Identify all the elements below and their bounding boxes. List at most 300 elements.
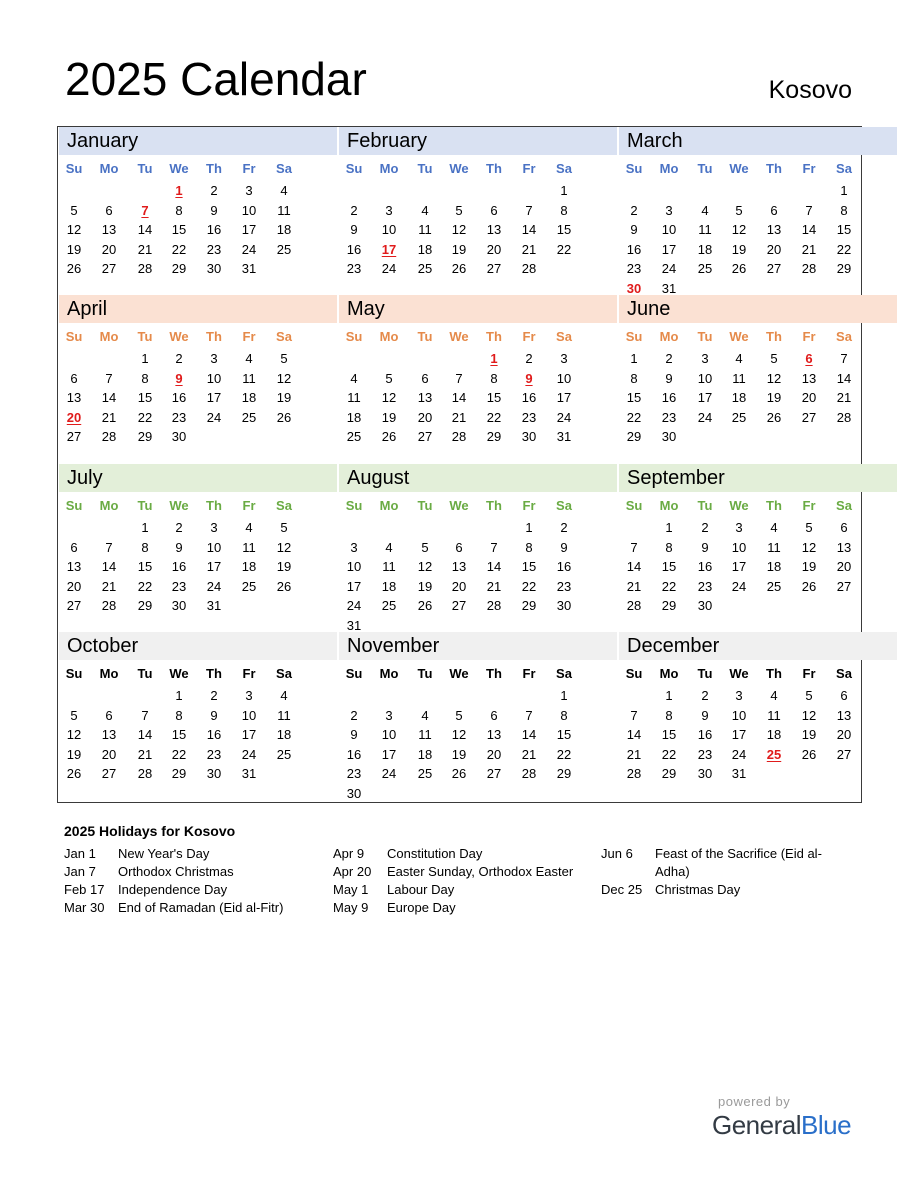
calendar-day[interactable]: 21 <box>626 578 642 594</box>
calendar-day[interactable]: 13 <box>801 370 817 386</box>
calendar-day[interactable]: 31 <box>731 766 747 781</box>
calendar-day[interactable]: 28 <box>801 261 817 276</box>
calendar-day[interactable]: 5 <box>770 351 778 366</box>
calendar-day[interactable]: 3 <box>701 351 709 366</box>
calendar-day[interactable]: 26 <box>801 746 817 762</box>
calendar-day[interactable]: 5 <box>280 520 288 535</box>
calendar-day[interactable]: 27 <box>451 598 467 613</box>
calendar-day[interactable]: 21 <box>626 746 642 762</box>
calendar-day[interactable]: 28 <box>521 766 537 781</box>
calendar-day[interactable]: 21 <box>451 409 467 425</box>
holiday-date[interactable]: 20 <box>66 409 82 425</box>
calendar-day[interactable]: 25 <box>276 241 292 257</box>
calendar-day[interactable]: 26 <box>66 766 82 781</box>
calendar-day[interactable]: 10 <box>697 370 713 386</box>
calendar-day[interactable]: 26 <box>417 598 433 613</box>
calendar-day[interactable]: 19 <box>801 727 817 742</box>
calendar-day[interactable]: 12 <box>381 390 397 405</box>
calendar-day[interactable]: 8 <box>141 539 149 555</box>
calendar-day[interactable]: 7 <box>490 539 498 555</box>
calendar-day[interactable]: 30 <box>661 429 677 444</box>
calendar-day[interactable]: 11 <box>277 707 291 723</box>
calendar-day[interactable]: 15 <box>137 390 153 405</box>
calendar-day[interactable]: 2 <box>210 183 218 198</box>
calendar-day[interactable]: 20 <box>801 390 817 405</box>
calendar-day[interactable]: 20 <box>836 727 852 742</box>
calendar-day[interactable]: 26 <box>451 261 467 276</box>
calendar-day[interactable]: 4 <box>770 688 778 703</box>
calendar-day[interactable]: 14 <box>801 222 817 237</box>
calendar-day[interactable]: 6 <box>490 202 498 218</box>
calendar-day[interactable]: 28 <box>451 429 467 444</box>
calendar-day[interactable]: 22 <box>171 241 187 257</box>
calendar-day[interactable]: 7 <box>805 202 813 218</box>
calendar-day[interactable]: 8 <box>665 707 673 723</box>
holiday-date[interactable]: 7 <box>141 202 149 218</box>
calendar-day[interactable]: 17 <box>731 559 747 574</box>
calendar-day[interactable]: 10 <box>381 727 397 742</box>
calendar-day[interactable]: 20 <box>836 559 852 574</box>
calendar-day[interactable]: 14 <box>836 370 852 386</box>
calendar-day[interactable]: 11 <box>277 202 291 218</box>
calendar-day[interactable]: 5 <box>385 370 393 386</box>
calendar-day[interactable]: 23 <box>556 578 572 594</box>
calendar-day[interactable]: 21 <box>521 241 537 257</box>
calendar-day[interactable]: 27 <box>101 766 117 781</box>
calendar-day[interactable]: 4 <box>280 688 288 703</box>
calendar-day[interactable]: 3 <box>735 520 743 535</box>
calendar-day[interactable]: 3 <box>665 202 673 218</box>
calendar-day[interactable]: 1 <box>525 520 533 535</box>
calendar-day[interactable]: 25 <box>381 598 397 613</box>
calendar-day[interactable]: 19 <box>276 559 292 574</box>
calendar-day[interactable]: 23 <box>346 261 362 276</box>
calendar-day[interactable]: 2 <box>701 688 709 703</box>
calendar-day[interactable]: 12 <box>276 370 292 386</box>
calendar-day[interactable]: 23 <box>661 409 677 425</box>
calendar-day[interactable]: 2 <box>175 520 183 535</box>
calendar-day[interactable]: 11 <box>732 370 746 386</box>
calendar-day[interactable]: 21 <box>521 746 537 762</box>
calendar-day[interactable]: 26 <box>451 766 467 781</box>
calendar-day[interactable]: 18 <box>766 559 782 574</box>
calendar-day[interactable]: 19 <box>66 241 82 257</box>
calendar-day[interactable]: 9 <box>175 539 183 555</box>
calendar-day[interactable]: 20 <box>451 578 467 594</box>
calendar-day[interactable]: 1 <box>665 520 673 535</box>
calendar-day[interactable]: 31 <box>556 429 572 444</box>
calendar-day[interactable]: 18 <box>276 727 292 742</box>
calendar-day[interactable]: 15 <box>836 222 852 237</box>
calendar-day[interactable]: 31 <box>241 261 257 276</box>
calendar-day[interactable]: 27 <box>766 261 782 276</box>
calendar-day[interactable]: 6 <box>70 539 78 555</box>
calendar-day[interactable]: 10 <box>556 370 572 386</box>
calendar-day[interactable]: 17 <box>697 390 713 405</box>
calendar-day[interactable]: 16 <box>661 390 677 405</box>
calendar-day[interactable]: 4 <box>245 520 253 535</box>
calendar-day[interactable]: 20 <box>101 241 117 257</box>
calendar-day[interactable]: 18 <box>241 559 257 574</box>
calendar-day[interactable]: 15 <box>556 222 572 237</box>
calendar-day[interactable]: 24 <box>381 766 397 781</box>
calendar-day[interactable]: 7 <box>525 202 533 218</box>
calendar-day[interactable]: 16 <box>556 559 572 574</box>
calendar-day[interactable]: 24 <box>731 578 747 594</box>
calendar-day[interactable]: 24 <box>241 746 257 762</box>
calendar-day[interactable]: 29 <box>171 261 187 276</box>
holiday-date[interactable]: 1 <box>490 351 498 366</box>
calendar-day[interactable]: 1 <box>175 688 183 703</box>
calendar-day[interactable]: 1 <box>840 183 848 198</box>
calendar-day[interactable]: 7 <box>455 370 463 386</box>
calendar-day[interactable]: 19 <box>801 559 817 574</box>
calendar-day[interactable]: 11 <box>767 707 781 723</box>
calendar-day[interactable]: 6 <box>455 539 463 555</box>
calendar-day[interactable]: 22 <box>486 409 502 425</box>
calendar-day[interactable]: 3 <box>350 539 358 555</box>
calendar-day[interactable]: 23 <box>171 578 187 594</box>
calendar-day[interactable]: 22 <box>556 241 572 257</box>
calendar-day[interactable]: 7 <box>630 539 638 555</box>
calendar-day[interactable]: 24 <box>661 261 677 276</box>
calendar-day[interactable]: 8 <box>525 539 533 555</box>
calendar-day[interactable]: 13 <box>836 539 852 555</box>
calendar-day[interactable]: 2 <box>210 688 218 703</box>
calendar-day[interactable]: 6 <box>105 707 113 723</box>
calendar-day[interactable]: 26 <box>276 409 292 425</box>
calendar-day[interactable]: 11 <box>347 390 361 405</box>
calendar-day[interactable]: 13 <box>766 222 782 237</box>
calendar-day[interactable]: 2 <box>630 202 638 218</box>
calendar-day[interactable]: 25 <box>731 409 747 425</box>
calendar-day[interactable]: 7 <box>141 707 149 723</box>
calendar-day[interactable]: 14 <box>626 559 642 574</box>
calendar-day[interactable]: 9 <box>350 727 358 742</box>
calendar-day[interactable]: 12 <box>766 370 782 386</box>
calendar-day[interactable]: 28 <box>101 429 117 444</box>
calendar-day[interactable]: 19 <box>381 409 397 425</box>
calendar-day[interactable]: 28 <box>836 409 852 425</box>
calendar-day[interactable]: 24 <box>731 746 747 762</box>
calendar-day[interactable]: 13 <box>101 222 117 237</box>
calendar-day[interactable]: 9 <box>210 202 218 218</box>
calendar-day[interactable]: 5 <box>805 520 813 535</box>
calendar-day[interactable]: 5 <box>421 539 429 555</box>
holiday-date[interactable]: 30 <box>626 280 642 296</box>
calendar-day[interactable]: 14 <box>521 727 537 742</box>
calendar-day[interactable]: 28 <box>626 598 642 613</box>
calendar-day[interactable]: 27 <box>66 429 82 444</box>
calendar-day[interactable]: 29 <box>661 598 677 613</box>
calendar-day[interactable]: 25 <box>346 429 362 444</box>
calendar-day[interactable]: 5 <box>455 202 463 218</box>
calendar-day[interactable]: 29 <box>836 261 852 276</box>
calendar-day[interactable]: 13 <box>66 559 82 574</box>
calendar-day[interactable]: 16 <box>626 241 642 257</box>
calendar-day[interactable]: 22 <box>137 409 153 425</box>
calendar-day[interactable]: 15 <box>661 727 677 742</box>
calendar-day[interactable]: 2 <box>525 351 533 366</box>
calendar-day[interactable]: 15 <box>171 222 187 237</box>
calendar-day[interactable]: 12 <box>66 727 82 742</box>
calendar-day[interactable]: 6 <box>490 707 498 723</box>
calendar-day[interactable]: 13 <box>66 390 82 405</box>
calendar-day[interactable]: 27 <box>801 409 817 425</box>
calendar-day[interactable]: 9 <box>630 222 638 237</box>
calendar-day[interactable]: 17 <box>381 746 397 762</box>
calendar-day[interactable]: 16 <box>346 241 362 257</box>
calendar-day[interactable]: 20 <box>417 409 433 425</box>
calendar-day[interactable]: 9 <box>701 539 709 555</box>
calendar-day[interactable]: 14 <box>451 390 467 405</box>
calendar-day[interactable]: 12 <box>451 222 467 237</box>
calendar-day[interactable]: 13 <box>451 559 467 574</box>
calendar-day[interactable]: 16 <box>171 559 187 574</box>
calendar-day[interactable]: 21 <box>486 578 502 594</box>
calendar-day[interactable]: 2 <box>350 707 358 723</box>
calendar-day[interactable]: 31 <box>346 617 362 633</box>
calendar-day[interactable]: 16 <box>521 390 537 405</box>
calendar-day[interactable]: 2 <box>701 520 709 535</box>
calendar-day[interactable]: 2 <box>350 202 358 218</box>
calendar-day[interactable]: 17 <box>241 727 257 742</box>
calendar-day[interactable]: 30 <box>171 429 187 444</box>
calendar-day[interactable]: 2 <box>665 351 673 366</box>
calendar-day[interactable]: 12 <box>417 559 433 574</box>
calendar-day[interactable]: 23 <box>697 578 713 594</box>
calendar-day[interactable]: 15 <box>521 559 537 574</box>
calendar-day[interactable]: 28 <box>486 598 502 613</box>
calendar-day[interactable]: 3 <box>245 183 253 198</box>
calendar-day[interactable]: 30 <box>697 766 713 781</box>
calendar-day[interactable]: 10 <box>206 539 222 555</box>
calendar-day[interactable]: 12 <box>451 727 467 742</box>
calendar-day[interactable]: 24 <box>241 241 257 257</box>
calendar-day[interactable]: 21 <box>137 241 153 257</box>
calendar-day[interactable]: 9 <box>350 222 358 237</box>
calendar-day[interactable]: 7 <box>105 370 113 386</box>
calendar-day[interactable]: 31 <box>661 280 677 296</box>
calendar-day[interactable]: 18 <box>766 727 782 742</box>
calendar-day[interactable]: 27 <box>836 746 852 762</box>
calendar-day[interactable]: 11 <box>698 222 712 237</box>
calendar-day[interactable]: 5 <box>70 202 78 218</box>
calendar-day[interactable]: 28 <box>137 261 153 276</box>
calendar-day[interactable]: 26 <box>381 429 397 444</box>
calendar-day[interactable]: 25 <box>417 261 433 276</box>
calendar-day[interactable]: 19 <box>731 241 747 257</box>
holiday-date[interactable]: 6 <box>805 351 813 366</box>
calendar-day[interactable]: 26 <box>766 409 782 425</box>
calendar-day[interactable]: 17 <box>206 559 222 574</box>
calendar-day[interactable]: 25 <box>766 578 782 594</box>
calendar-day[interactable]: 11 <box>767 539 781 555</box>
calendar-day[interactable]: 14 <box>101 390 117 405</box>
calendar-day[interactable]: 14 <box>137 727 153 742</box>
calendar-day[interactable]: 12 <box>276 539 292 555</box>
calendar-day[interactable]: 27 <box>101 261 117 276</box>
calendar-day[interactable]: 21 <box>101 409 117 425</box>
calendar-day[interactable]: 14 <box>626 727 642 742</box>
calendar-day[interactable]: 13 <box>486 727 502 742</box>
calendar-day[interactable]: 20 <box>101 746 117 762</box>
calendar-day[interactable]: 20 <box>766 241 782 257</box>
calendar-day[interactable]: 26 <box>801 578 817 594</box>
calendar-day[interactable]: 5 <box>805 688 813 703</box>
calendar-day[interactable]: 18 <box>381 578 397 594</box>
calendar-day[interactable]: 7 <box>630 707 638 723</box>
calendar-day[interactable]: 12 <box>66 222 82 237</box>
calendar-day[interactable]: 1 <box>630 351 638 366</box>
calendar-day[interactable]: 30 <box>697 598 713 613</box>
calendar-day[interactable]: 29 <box>661 766 677 781</box>
calendar-day[interactable]: 10 <box>731 707 747 723</box>
calendar-day[interactable]: 18 <box>417 746 433 762</box>
calendar-day[interactable]: 21 <box>137 746 153 762</box>
calendar-day[interactable]: 12 <box>801 707 817 723</box>
calendar-day[interactable]: 23 <box>626 261 642 276</box>
calendar-day[interactable]: 3 <box>385 202 393 218</box>
calendar-day[interactable]: 3 <box>210 351 218 366</box>
calendar-day[interactable]: 28 <box>101 598 117 613</box>
calendar-day[interactable]: 13 <box>101 727 117 742</box>
calendar-day[interactable]: 13 <box>836 707 852 723</box>
calendar-day[interactable]: 16 <box>697 559 713 574</box>
calendar-day[interactable]: 24 <box>346 598 362 613</box>
calendar-day[interactable]: 28 <box>626 766 642 781</box>
calendar-day[interactable]: 14 <box>137 222 153 237</box>
calendar-day[interactable]: 30 <box>346 785 362 801</box>
calendar-day[interactable]: 22 <box>626 409 642 425</box>
calendar-day[interactable]: 6 <box>70 370 78 386</box>
calendar-day[interactable]: 23 <box>206 746 222 762</box>
calendar-day[interactable]: 3 <box>210 520 218 535</box>
calendar-day[interactable]: 25 <box>417 766 433 781</box>
calendar-day[interactable]: 10 <box>346 559 362 574</box>
calendar-day[interactable]: 4 <box>421 707 429 723</box>
calendar-day[interactable]: 22 <box>556 746 572 762</box>
calendar-day[interactable]: 14 <box>521 222 537 237</box>
calendar-day[interactable]: 29 <box>521 598 537 613</box>
calendar-day[interactable]: 8 <box>560 202 568 218</box>
calendar-day[interactable]: 5 <box>455 707 463 723</box>
calendar-day[interactable]: 19 <box>276 390 292 405</box>
calendar-day[interactable]: 15 <box>171 727 187 742</box>
calendar-day[interactable]: 25 <box>241 578 257 594</box>
calendar-day[interactable]: 13 <box>417 390 433 405</box>
calendar-day[interactable]: 18 <box>276 222 292 237</box>
calendar-day[interactable]: 15 <box>626 390 642 405</box>
calendar-day[interactable]: 23 <box>171 409 187 425</box>
calendar-day[interactable]: 26 <box>66 261 82 276</box>
calendar-day[interactable]: 22 <box>661 578 677 594</box>
calendar-day[interactable]: 11 <box>418 727 432 742</box>
calendar-day[interactable]: 3 <box>385 707 393 723</box>
calendar-day[interactable]: 11 <box>242 370 256 386</box>
calendar-day[interactable]: 24 <box>381 261 397 276</box>
calendar-day[interactable]: 7 <box>105 539 113 555</box>
calendar-day[interactable]: 20 <box>66 578 82 594</box>
calendar-day[interactable]: 2 <box>175 351 183 366</box>
calendar-day[interactable]: 29 <box>137 429 153 444</box>
calendar-day[interactable]: 9 <box>665 370 673 386</box>
calendar-day[interactable]: 11 <box>418 222 432 237</box>
calendar-day[interactable]: 26 <box>731 261 747 276</box>
calendar-day[interactable]: 31 <box>241 766 257 781</box>
calendar-day[interactable]: 17 <box>556 390 572 405</box>
calendar-day[interactable]: 30 <box>171 598 187 613</box>
calendar-day[interactable]: 10 <box>206 370 222 386</box>
calendar-day[interactable]: 11 <box>382 559 396 574</box>
calendar-day[interactable]: 19 <box>66 746 82 762</box>
calendar-day[interactable]: 29 <box>171 766 187 781</box>
calendar-day[interactable]: 27 <box>836 578 852 594</box>
calendar-day[interactable]: 20 <box>486 746 502 762</box>
calendar-day[interactable]: 1 <box>141 351 149 366</box>
calendar-day[interactable]: 19 <box>417 578 433 594</box>
calendar-day[interactable]: 6 <box>770 202 778 218</box>
calendar-day[interactable]: 4 <box>701 202 709 218</box>
calendar-day[interactable]: 27 <box>486 261 502 276</box>
calendar-day[interactable]: 27 <box>486 766 502 781</box>
calendar-day[interactable]: 8 <box>175 202 183 218</box>
calendar-day[interactable]: 8 <box>630 370 638 386</box>
calendar-day[interactable]: 21 <box>836 390 852 405</box>
calendar-day[interactable]: 6 <box>421 370 429 386</box>
calendar-day[interactable]: 1 <box>560 688 568 703</box>
calendar-day[interactable]: 23 <box>521 409 537 425</box>
calendar-day[interactable]: 3 <box>560 351 568 366</box>
calendar-day[interactable]: 10 <box>241 707 257 723</box>
calendar-day[interactable]: 29 <box>137 598 153 613</box>
calendar-day[interactable]: 4 <box>421 202 429 218</box>
calendar-day[interactable]: 30 <box>206 261 222 276</box>
calendar-day[interactable]: 1 <box>141 520 149 535</box>
calendar-day[interactable]: 18 <box>241 390 257 405</box>
calendar-day[interactable]: 19 <box>766 390 782 405</box>
calendar-day[interactable]: 22 <box>137 578 153 594</box>
holiday-date[interactable]: 17 <box>381 241 397 257</box>
calendar-day[interactable]: 18 <box>697 241 713 257</box>
calendar-day[interactable]: 9 <box>210 707 218 723</box>
calendar-day[interactable]: 18 <box>417 241 433 257</box>
holiday-date[interactable]: 9 <box>525 370 533 386</box>
calendar-day[interactable]: 17 <box>346 578 362 594</box>
calendar-day[interactable]: 5 <box>735 202 743 218</box>
calendar-day[interactable]: 24 <box>206 409 222 425</box>
calendar-day[interactable]: 30 <box>521 429 537 444</box>
calendar-day[interactable]: 18 <box>346 409 362 425</box>
calendar-day[interactable]: 4 <box>385 539 393 555</box>
calendar-day[interactable]: 6 <box>840 520 848 535</box>
calendar-day[interactable]: 29 <box>556 766 572 781</box>
calendar-day[interactable]: 16 <box>206 727 222 742</box>
calendar-day[interactable]: 16 <box>171 390 187 405</box>
calendar-day[interactable]: 18 <box>731 390 747 405</box>
calendar-day[interactable]: 4 <box>280 183 288 198</box>
calendar-day[interactable]: 24 <box>206 578 222 594</box>
calendar-day[interactable]: 8 <box>840 202 848 218</box>
calendar-day[interactable]: 8 <box>490 370 498 386</box>
calendar-day[interactable]: 28 <box>521 261 537 276</box>
calendar-day[interactable]: 12 <box>731 222 747 237</box>
calendar-day[interactable]: 17 <box>206 390 222 405</box>
calendar-day[interactable]: 26 <box>276 578 292 594</box>
calendar-day[interactable]: 9 <box>560 539 568 555</box>
calendar-day[interactable]: 15 <box>556 727 572 742</box>
calendar-day[interactable]: 4 <box>350 370 358 386</box>
